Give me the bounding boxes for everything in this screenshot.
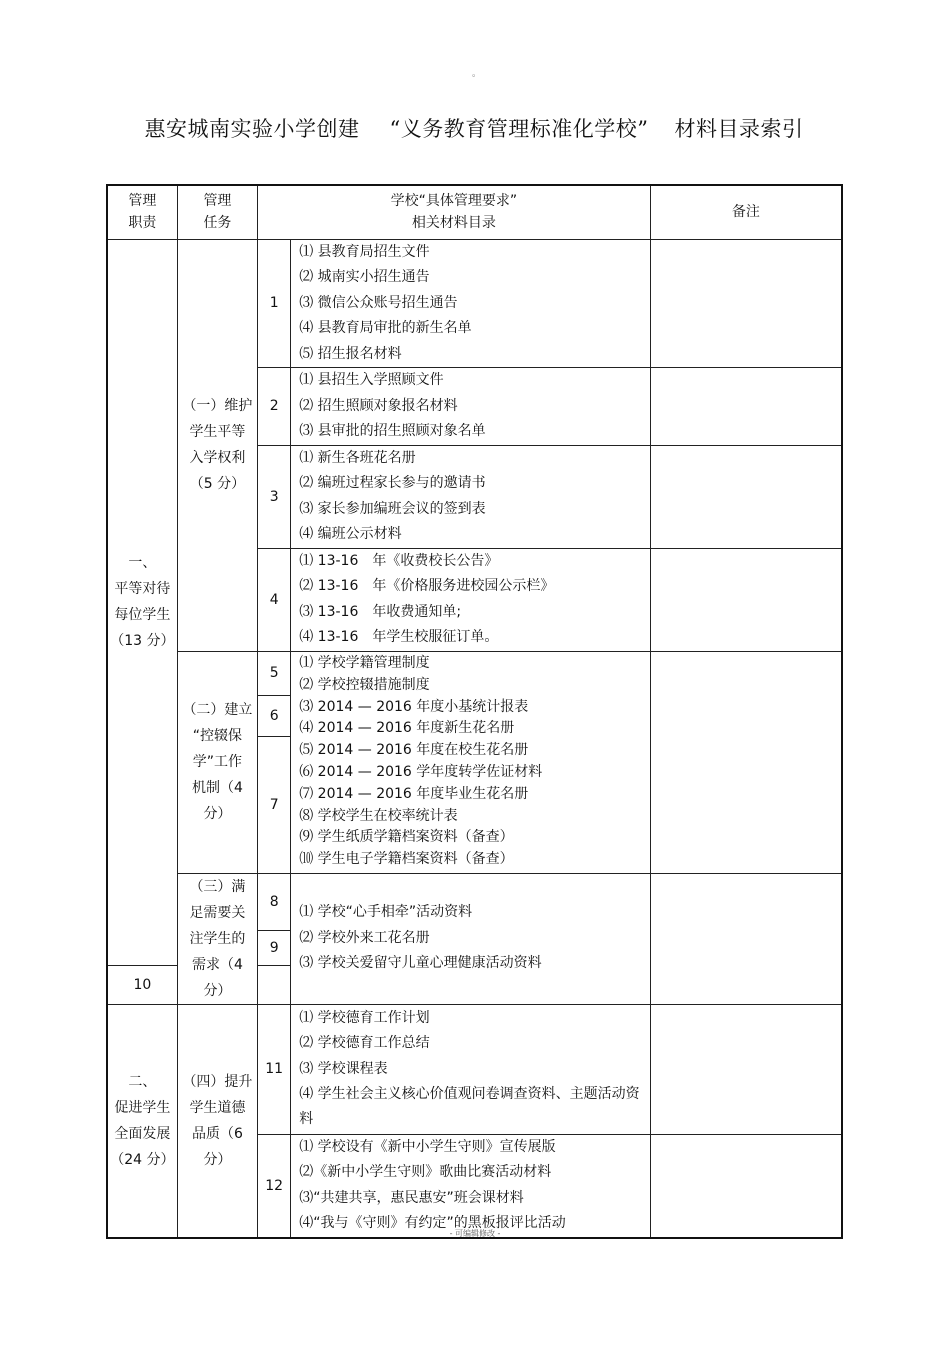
task-4: （四）提升 学生道德 品质（6 分） [177, 1004, 257, 1238]
header-materials: 学校“具体管理要求” 相关材料目录 [258, 185, 651, 239]
row-number: 10 [107, 965, 177, 1004]
row-number: 4 [258, 548, 291, 651]
row-number: 1 [258, 239, 291, 368]
remarks-cell [650, 1134, 842, 1238]
table-row [107, 1004, 842, 1134]
materials-list: ⑴ 新生各班花名册 ⑵ 编班过程家长参与的邀请书 ⑶ 家长参加编班会议的签到表 ⑷ 编班公示材料 [291, 445, 650, 548]
remarks-cell [650, 873, 842, 1004]
materials-index-table [106, 184, 843, 1239]
remarks-cell [650, 368, 842, 446]
task-3: （三）满 足需要关 注学生的 需求（4 分） [177, 873, 257, 1004]
title-part-1: 惠安城南实验小学创建 [144, 117, 360, 141]
row-number: 11 [258, 1004, 291, 1134]
materials-list: ⑴ 学校学籍管理制度 ⑵ 学校控辍措施制度 ⑶ 2014 — 2016 年度小基统计报表 ⑷ 2014 — 2016 年度新生花名册 ⑸ 2014 — 2016 年度在校生花名册 ⑹ 2014 — 2016 学年度转学佐证材料 ⑺ 2014 — 2016 年度毕业生花名册 ⑻ 学校学生在校率统计表 ⑼ 学生纸质学籍档案资料（备查） ⑽ 学生电子学籍档案资料（备查） [291, 651, 650, 873]
remarks-cell [650, 239, 842, 368]
table-row [107, 651, 842, 695]
remarks-cell [650, 445, 842, 548]
task-2: （二）建立 “控辍保 学”工作 机制（4 分） [177, 651, 257, 873]
remarks-cell [650, 548, 842, 651]
table-header-row [107, 185, 842, 239]
materials-list: ⑴ 学校德育工作计划 ⑵ 学校德育工作总结 ⑶ 学校课程表 ⑷ 学生社会主义核心价值观问卷调查资料、主题活动资料 [291, 1004, 650, 1134]
materials-list: ⑴ 学校“心手相牵”活动资料 ⑵ 学校外来工花名册 ⑶ 学校关爱留守儿童心理健康活动资料 [291, 873, 650, 1004]
row-number: 9 [258, 931, 291, 965]
row-number: 2 [258, 368, 291, 446]
materials-list: ⑴ 学校设有《新中小学生守则》宣传展版 ⑵《新中小学生守则》歌曲比赛活动材料 ⑶“共建共享，惠民惠安”班会课材料 ⑷“我与《守则》有约定”的黑板报评比活动 [291, 1134, 650, 1238]
responsibility-1: 一、 平等对待 每位学生 （13 分） [107, 239, 177, 965]
remarks-cell [650, 1004, 842, 1134]
title-part-3: 材料目录索引 [674, 117, 804, 141]
row-number: 5 [258, 651, 291, 695]
title-part-2: “义务教育管理标准化学校” [389, 117, 649, 141]
header-remarks: 备注 [650, 185, 842, 239]
row-number: 12 [258, 1134, 291, 1238]
row-number: 6 [258, 695, 291, 736]
page-footer: - 可编辑修改 - [449, 1229, 501, 1238]
materials-list: ⑴ 县教育局招生文件 ⑵ 城南实小招生通告 ⑶ 微信公众账号招生通告 ⑷ 县教育局审批的新生名单 ⑸ 招生报名材料 [291, 239, 650, 368]
materials-list: ⑴ 13-16 年《收费校长公告》 ⑵ 13-16 年《价格服务进校园公示栏》 ⑶ 13-16 年收费通知单; ⑷ 13-16 年学生校服征订单。 [291, 548, 650, 651]
remarks-cell [650, 651, 842, 873]
header-responsibility: 管理 职责 [107, 185, 177, 239]
table-row [107, 239, 842, 368]
row-number: 8 [258, 873, 291, 931]
task-1: （一）维护 学生平等 入学权利 （5 分） [177, 239, 257, 651]
materials-list: ⑴ 县招生入学照顾文件 ⑵ 招生照顾对象报名材料 ⑶ 县审批的招生照顾对象名单 [291, 368, 650, 446]
responsibility-2: 二、 促进学生 全面发展 （24 分） [107, 1004, 177, 1238]
table-row [107, 873, 842, 931]
row-number: 3 [258, 445, 291, 548]
page-title [106, 113, 842, 143]
top-mark: 。 [472, 69, 482, 79]
row-number: 7 [258, 736, 291, 873]
header-task: 管理 任务 [177, 185, 257, 239]
